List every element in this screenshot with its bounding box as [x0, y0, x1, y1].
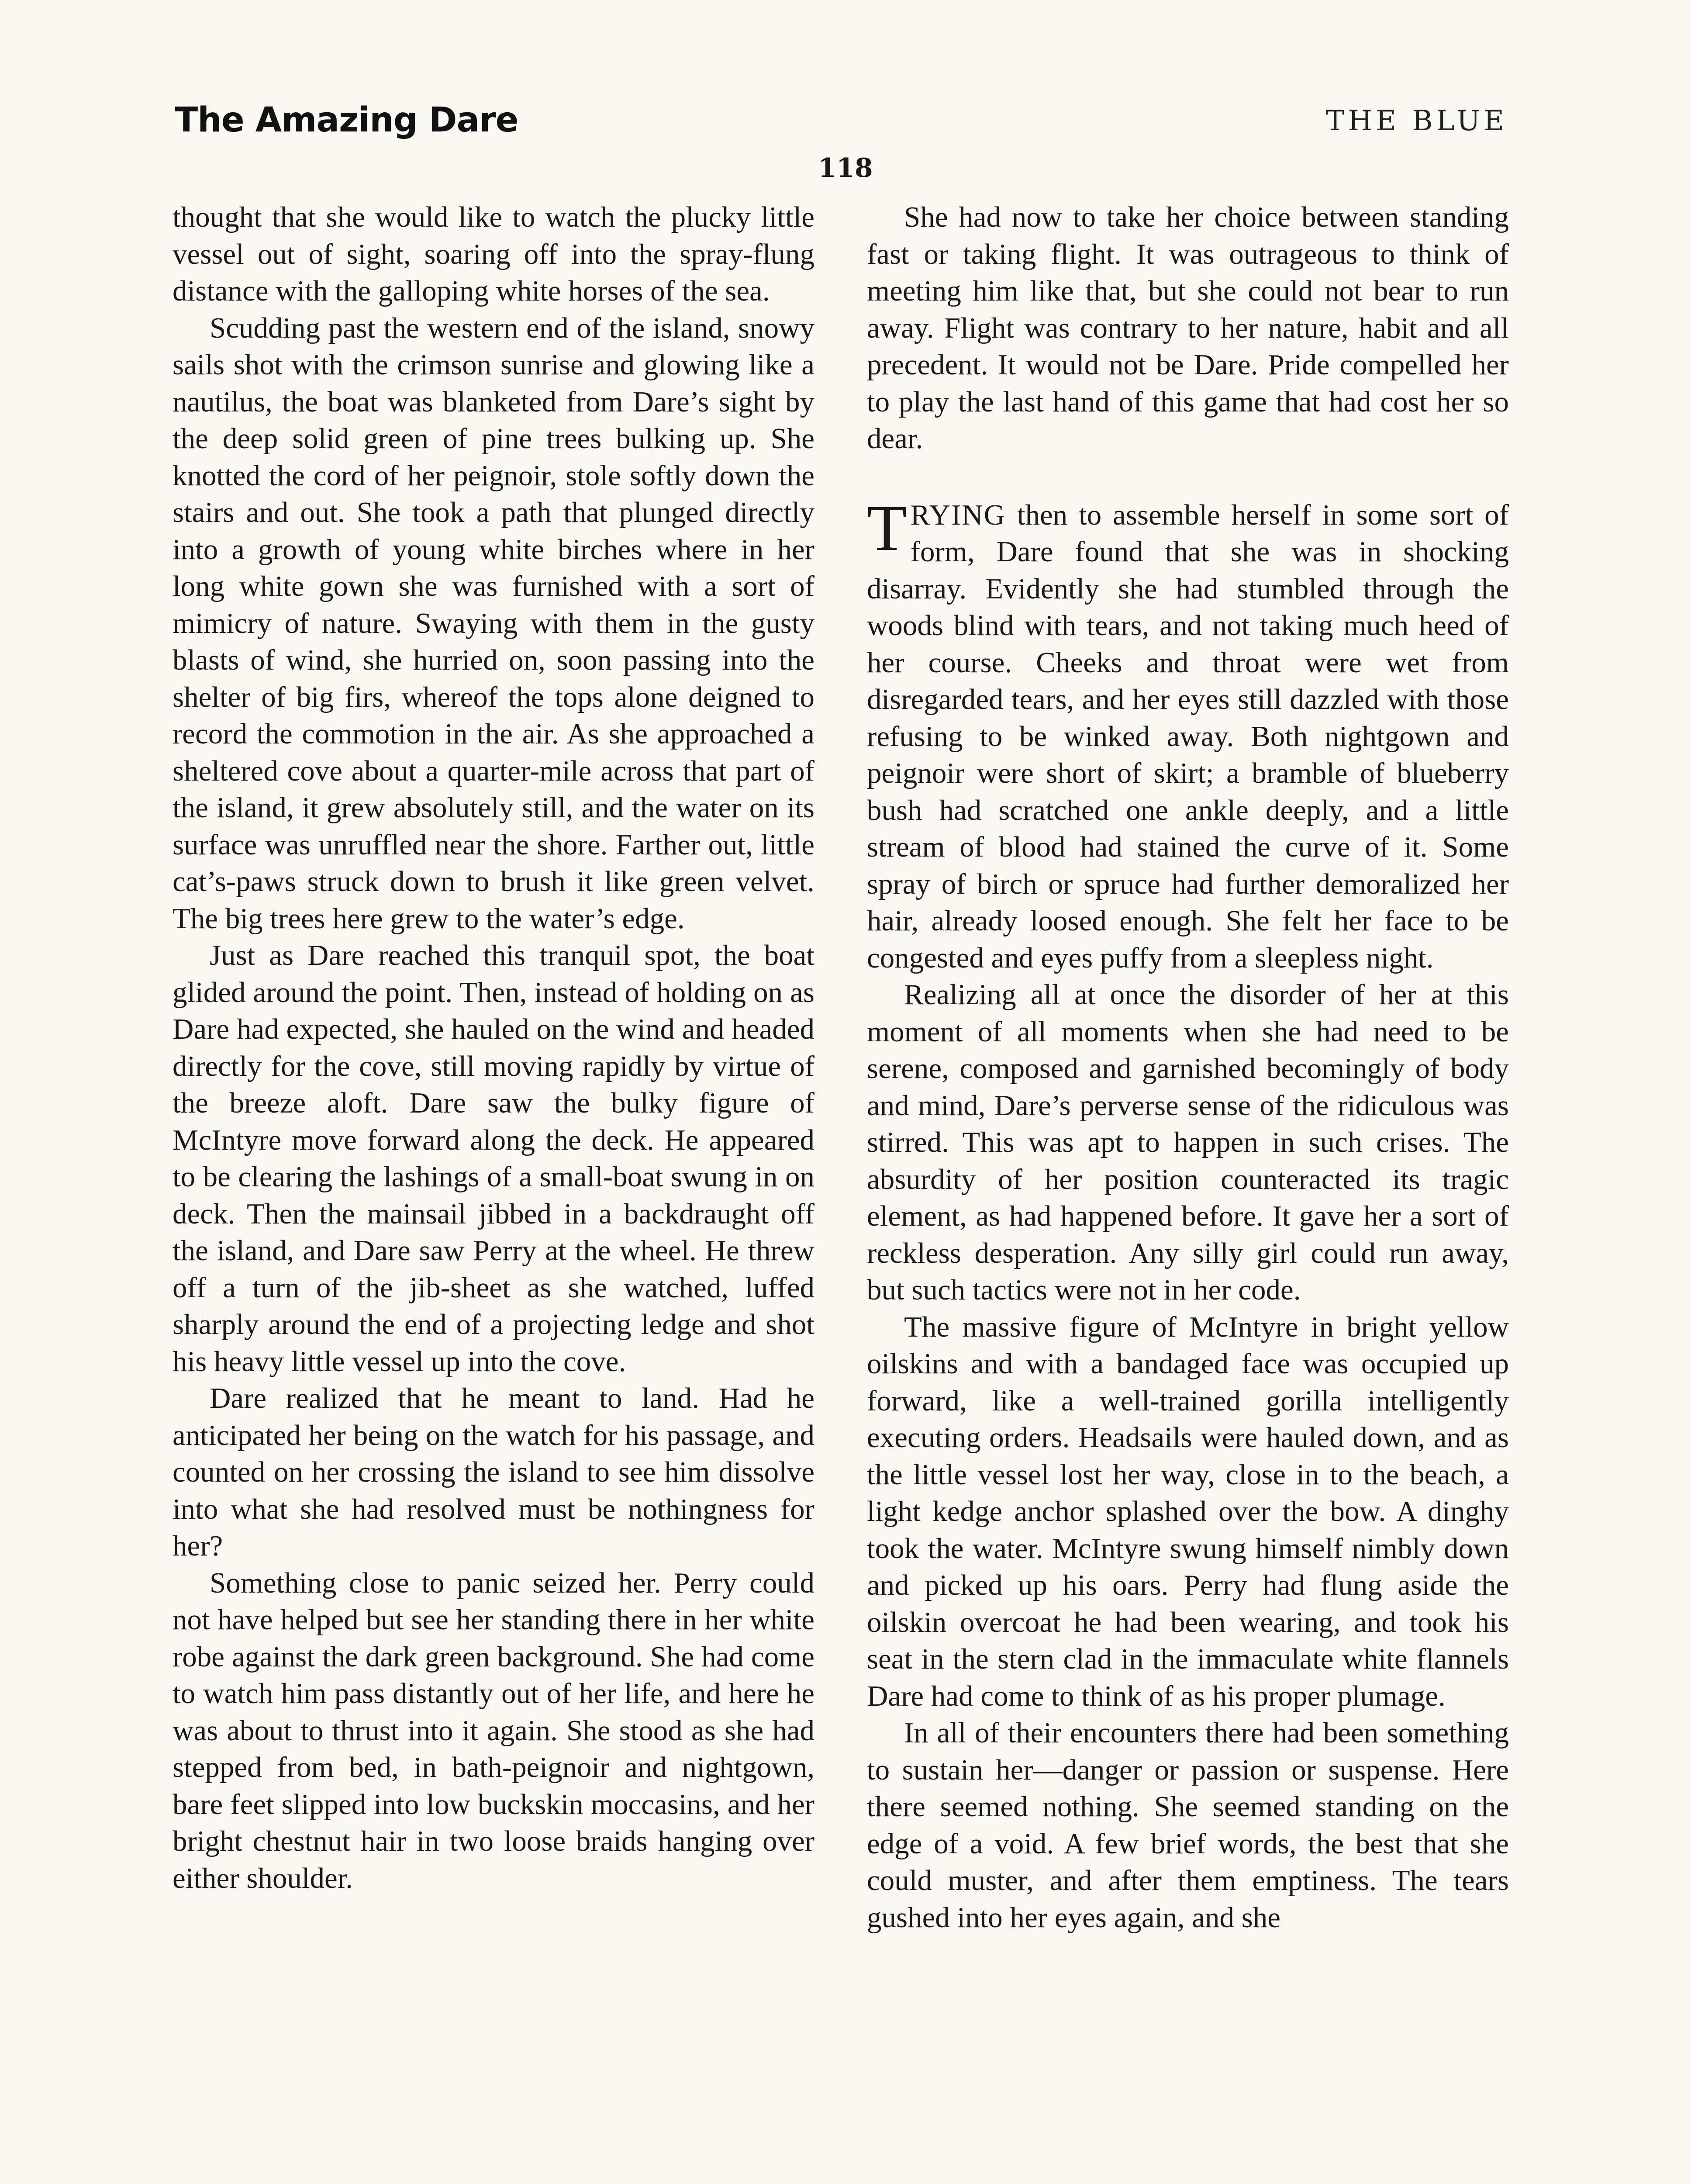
left-column — [173, 199, 814, 1897]
paragraph: Dare realized that he meant to land. Had he anticipated her being on the watch for his passage, and counted on her crossing the island to see him dissolve into what she had resolved must be nothingness for her? — [173, 1382, 814, 1562]
page-number: 118 — [818, 153, 873, 183]
paragraph: The massive figure of McIntyre in bright yellow oilskins and with a bandaged face was occupied up forward, like a well-trained gorilla intelligently executing orders. Headsails were hauled down, and as the little vessel lost her way, close in to the beach, a light kedge anchor splashed over the bow. A dinghy took the water. McIntyre swung himself nimbly down and picked up his oars. Perry had flung aside the oilskin overcoat he had been wearing, and took his seat in the stern clad in the immaculate white flannels Dare had come to think of as his proper plumage. — [867, 1310, 1509, 1712]
section-opening-paragraph — [867, 491, 1509, 977]
small-caps-lead: RYING — [910, 498, 1006, 531]
paragraph: thought that she would like to watch the plucky little vessel out of sight, soaring off into the spray-flung distance with the galloping white horses of the sea. — [173, 201, 814, 307]
paragraph: She had now to take her choice between standing fast or taking flight. It was outrageous to think of meeting him like that, but she could not bear to run away. Flight was contrary to her nature, habit and all precedent. It would not be Dare. Pride compelled her to play the last hand of this game that had cost her so dear. — [867, 201, 1509, 455]
paragraph-text: then to assemble herself in some sort of form, Dare found that she was in shocking disarray. Evidently she had stumbled through the woods blind with tears, and not taking much heed of her course. Cheeks and throat were wet from disregarded tears, and her eyes still dazzled with those refusing to be winked away. Both nightgown and peignoir were short of skirt; a bramble of blueberry bush had scratched one ankle deeply, and a little stream of blood had stained the curve of it. Some spray of birch or spruce had further demoralized her hair, already loosed enough. She felt her face to be congested and eyes puffy from a sleepless night. — [867, 498, 1509, 974]
paragraph: Just as Dare reached this tranquil spot, the boat glided around the point. Then, instead of holding on as Dare had expected, she hauled on the wind and headed directly for the cove, still moving rapidly by virtue of the breeze aloft. Dare saw the bulky figure of McIntyre move forward along the deck. He appeared to be clearing the lashings of a small-boat swung in on deck. Then the mainsail jibbed in a backdraught off the island, and Dare saw Perry at the wheel. He threw off a turn of the jib-sheet as she watched, luffed sharply around the end of a projecting ledge and shot his heavy little vessel up into the cove. — [173, 939, 814, 1378]
magazine-name: THE BLUE — [1325, 105, 1508, 137]
paragraph: Scudding past the western end of the island, snowy sails shot with the crimson sunrise and glowing like a nautilus, the boat was blanketed from Dare’s sight by the deep solid green of pine trees bulking up. She knotted the cord of her peignoir, stole softly down the stairs and out. She took a path that plunged directly into a growth of young white birches where in her long white gown she was furnished with a sort of mimicry of nature. Swaying with them in the gusty blasts of wind, she hurried on, soon passing into the shelter of big firs, whereof the tops alone deigned to record the commotion in the air. As she approached a sheltered cove about a quarter-mile across that part of the island, it grew absolutely still, and the water on its surface was unruffled near the shore. Farther out, little cat’s-paws struck down to brush it like green velvet. The big trees here grew to the water’s edge. — [173, 311, 814, 935]
paragraph: Realizing all at once the disorder of her at this moment of all moments when she had need to be serene, composed and garnished becomingly of body and mind, Dare’s perverse sense of the ridiculous was stirred. This was apt to happen in such crises. The absurdity of her position counteracted its tragic element, as had happened before. It gave her a sort of reckless desperation. Any silly girl could run away, but such tactics were not in her code. — [867, 978, 1509, 1306]
story-title: The Amazing Dare — [175, 100, 518, 140]
drop-cap: T — [867, 491, 907, 564]
paragraph: In all of their encounters there had been something to sustain her—danger or passion or suspense. Here there seemed nothing. She seemed standing on the edge of a void. A few brief words, the best that she could muster, and after them emptiness. The tears gushed into her eyes again, and she — [867, 1717, 1509, 1934]
right-column — [867, 199, 1509, 1936]
paragraph: Something close to panic seized her. Perry could not have helped but see her standing there in her white robe against the dark green background. She had come to watch him pass distantly out of her life, and here he was about to thrust into it again. She stood as she had stepped from bed, in bath-peignoir and nightgown, bare feet slipped into low buckskin moccasins, and her bright chestnut hair in two loose braids hanging over either shoulder. — [173, 1566, 814, 1894]
